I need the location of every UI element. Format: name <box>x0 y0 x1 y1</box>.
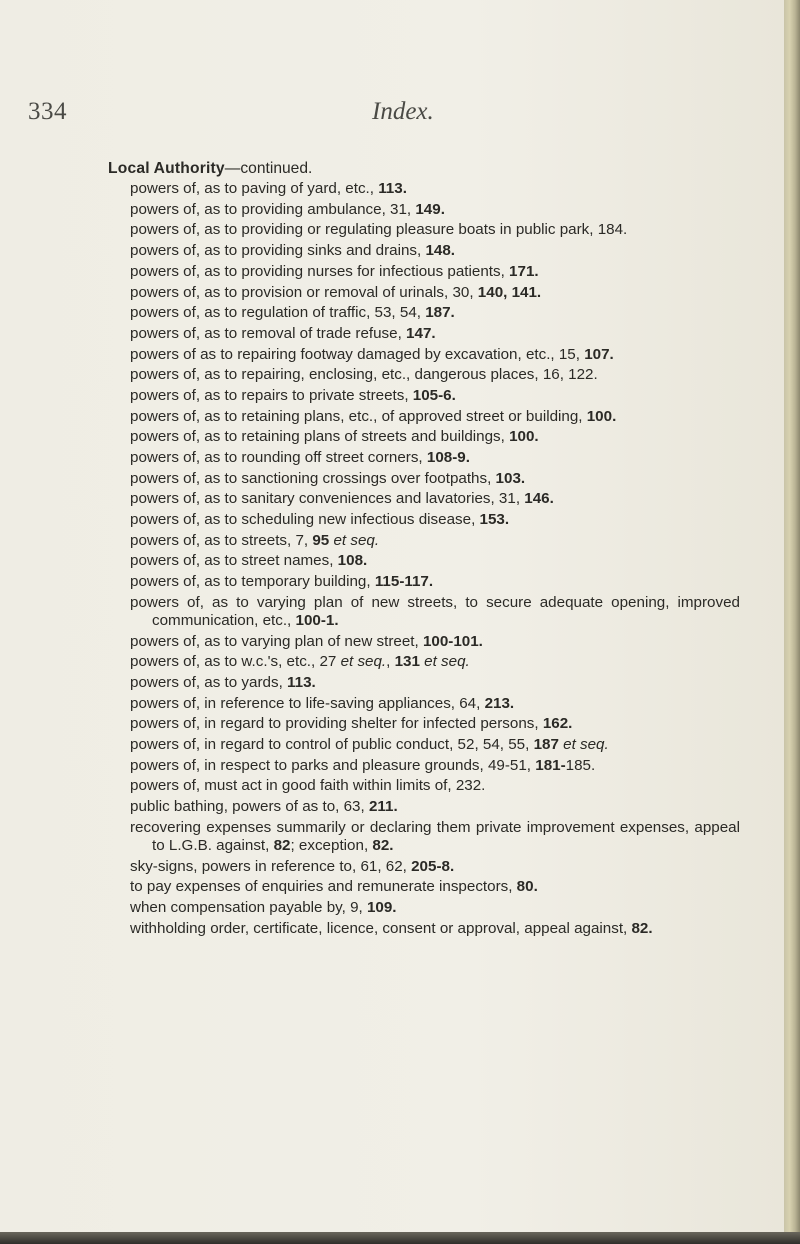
entry-text: , <box>386 653 395 671</box>
page-reference: 108. <box>337 552 368 570</box>
page-header <box>0 98 786 138</box>
index-entry <box>108 594 740 630</box>
index-entry <box>108 552 740 570</box>
page-reference: 113. <box>287 674 316 691</box>
entry-text: powers of, as to rounding off street corners, <box>130 449 427 467</box>
index-entry <box>108 695 740 713</box>
page-reference: 100. <box>509 428 539 446</box>
entry-text: powers of, as to yards, <box>130 674 288 691</box>
index-entry <box>108 263 740 281</box>
index-entry <box>108 653 740 671</box>
index-entry <box>108 511 740 529</box>
page-reference: 181- <box>535 756 566 774</box>
index-entry <box>108 387 740 405</box>
entry-text: powers of, as to repairing, enclosing, etc., dangerous places, 16, 122. <box>130 366 598 384</box>
page-reference: 211. <box>368 798 398 816</box>
index-entry <box>108 777 740 795</box>
entry-text: powers of, in regard to control of public conduct, 52, 54, 55, <box>130 736 534 754</box>
entry-text: 185. <box>565 756 596 774</box>
entry-text: to pay expenses of enquiries and remunerate inspectors, <box>130 878 517 896</box>
page-reference: 162. <box>542 715 573 733</box>
index-entry <box>108 532 740 550</box>
page-reference: 109. <box>366 898 397 916</box>
page-reference: 108-9. <box>426 449 470 467</box>
entry-text: et seq. <box>329 531 380 549</box>
page-reference: 100. <box>586 407 617 425</box>
section-heading <box>108 160 740 178</box>
page-number: 334 <box>28 98 67 125</box>
entry-text: withholding order, certificate, licence, consent or approval, appeal against, <box>130 919 632 937</box>
index-entry <box>108 899 740 917</box>
entry-text: powers of, in regard to providing shelter for infected persons, <box>130 715 543 733</box>
page-reference: 153. <box>479 511 510 529</box>
index-entry <box>108 757 740 775</box>
entry-text: powers of, as to paving of yard, etc., <box>130 180 379 198</box>
index-entry <box>108 428 740 446</box>
page-reference: 171. <box>509 262 539 280</box>
page-reference: 100-101. <box>422 632 483 650</box>
index-entry <box>108 242 740 260</box>
entry-text: powers of, as to provision or removal of urinals, 30, <box>130 283 478 301</box>
index-entry <box>108 346 740 364</box>
entry-text: powers of, as to retaining plans of streets and buildings, <box>130 428 510 446</box>
entry-text: powers of, as to regulation of traffic, 53, 54, <box>130 304 426 322</box>
bottom-shadow <box>0 1232 800 1244</box>
page-reference: 213. <box>484 694 515 712</box>
entry-text: powers of, as to removal of trade refuse, <box>130 324 407 342</box>
page-reference: 95 <box>312 531 330 549</box>
index-content <box>108 160 740 940</box>
entry-text: powers of, as to sanitary conveniences and lavatories, 31, <box>130 490 525 508</box>
entry-text: powers of, as to providing or regulating pleasure boats in public park, 184. <box>130 221 628 239</box>
entry-text: when compensation payable by, 9, <box>130 898 367 916</box>
index-entry <box>108 490 740 508</box>
index-entry <box>108 449 740 467</box>
page-reference: 146. <box>524 490 554 508</box>
page-reference: 80. <box>516 878 538 896</box>
page-reference: 205-8. <box>411 857 455 875</box>
page-reference: 82. <box>372 836 394 854</box>
index-entry <box>108 201 740 219</box>
entry-text: powers of, in respect to parks and pleasure grounds, 49-51, <box>130 756 536 774</box>
entry-text: powers of, as to providing ambulance, 31, <box>130 200 416 218</box>
page-reference: 187 <box>533 736 559 754</box>
index-entry <box>108 221 740 239</box>
entry-text: powers of, must act in good faith within limits of, 232. <box>130 777 486 795</box>
index-entry <box>108 180 740 198</box>
index-entry <box>108 470 740 488</box>
index-entry <box>108 408 740 426</box>
page-reference: 113. <box>378 180 407 198</box>
entry-text: public bathing, powers of as to, 63, <box>130 798 369 816</box>
page-reference: 82. <box>631 919 653 937</box>
entry-text: recovering expenses summarily or declaring them private improvement expenses, appeal to L.G.B. against, <box>130 818 740 854</box>
page-reference: 103. <box>495 469 526 487</box>
index-entry <box>108 920 740 938</box>
entry-text: et seq. <box>340 653 387 671</box>
entry-text: powers of, as to providing nurses for infectious patients, <box>130 262 510 280</box>
index-entry <box>108 819 740 855</box>
index-entries <box>108 180 740 938</box>
entry-text: et seq. <box>558 736 609 754</box>
entry-text: ; exception, <box>290 836 373 854</box>
index-entry <box>108 366 740 384</box>
entry-text: powers of, as to sanctioning crossings over footpaths, <box>130 469 496 487</box>
entry-text: powers of, as to scheduling new infectious disease, <box>130 511 480 529</box>
index-entry <box>108 674 740 692</box>
entry-text: powers of, as to street names, <box>130 552 338 570</box>
page-reference: 147. <box>406 324 436 342</box>
entry-text: powers of, as to w.c.'s, etc., 27 <box>130 653 341 671</box>
entry-text: powers of, as to retaining plans, etc., of approved street or building, <box>130 407 587 425</box>
entry-text: powers of, as to varying plan of new street, <box>130 632 423 650</box>
section-heading-title: Local Authority <box>108 160 225 177</box>
page-reference: 107. <box>584 345 614 363</box>
entry-text: et seq. <box>419 653 470 671</box>
index-entry <box>108 736 740 754</box>
entry-text: powers of, in reference to life-saving appliances, 64, <box>130 694 485 712</box>
page-reference: 140, 141. <box>477 283 542 301</box>
index-entry <box>108 798 740 816</box>
index-entry <box>108 633 740 651</box>
entry-text: powers of, as to temporary building, <box>130 573 375 591</box>
page-reference: 187. <box>425 304 455 322</box>
section-heading-continued: —continued. <box>224 160 313 177</box>
entry-text: sky-signs, powers in reference to, 61, 62, <box>130 857 412 875</box>
page-reference: 100-1. <box>295 611 339 629</box>
index-entry <box>108 325 740 343</box>
entry-text: powers of, as to varying plan of new streets, to secure adequate opening, improved communication, etc., <box>130 593 740 629</box>
page-reference: 82 <box>273 836 291 854</box>
page-reference: 115-117. <box>374 573 434 591</box>
index-entry <box>108 878 740 896</box>
entry-text: powers of, as to providing sinks and drains, <box>130 242 426 260</box>
running-head: Index. <box>372 98 434 125</box>
page-reference: 105-6. <box>412 386 456 404</box>
index-entry <box>108 858 740 876</box>
index-entry <box>108 573 740 591</box>
index-entry <box>108 304 740 322</box>
index-entry <box>108 284 740 302</box>
page-reference: 148. <box>425 242 456 260</box>
page-reference: 149. <box>415 200 445 218</box>
page-reference: 131 <box>394 653 420 671</box>
entry-text: powers of, as to streets, 7, <box>130 531 313 549</box>
entry-text: powers of, as to repairs to private streets, <box>130 386 413 404</box>
entry-text: powers of as to repairing footway damaged by excavation, etc., 15, <box>130 345 585 363</box>
index-entry <box>108 715 740 733</box>
page-edge <box>784 0 800 1244</box>
